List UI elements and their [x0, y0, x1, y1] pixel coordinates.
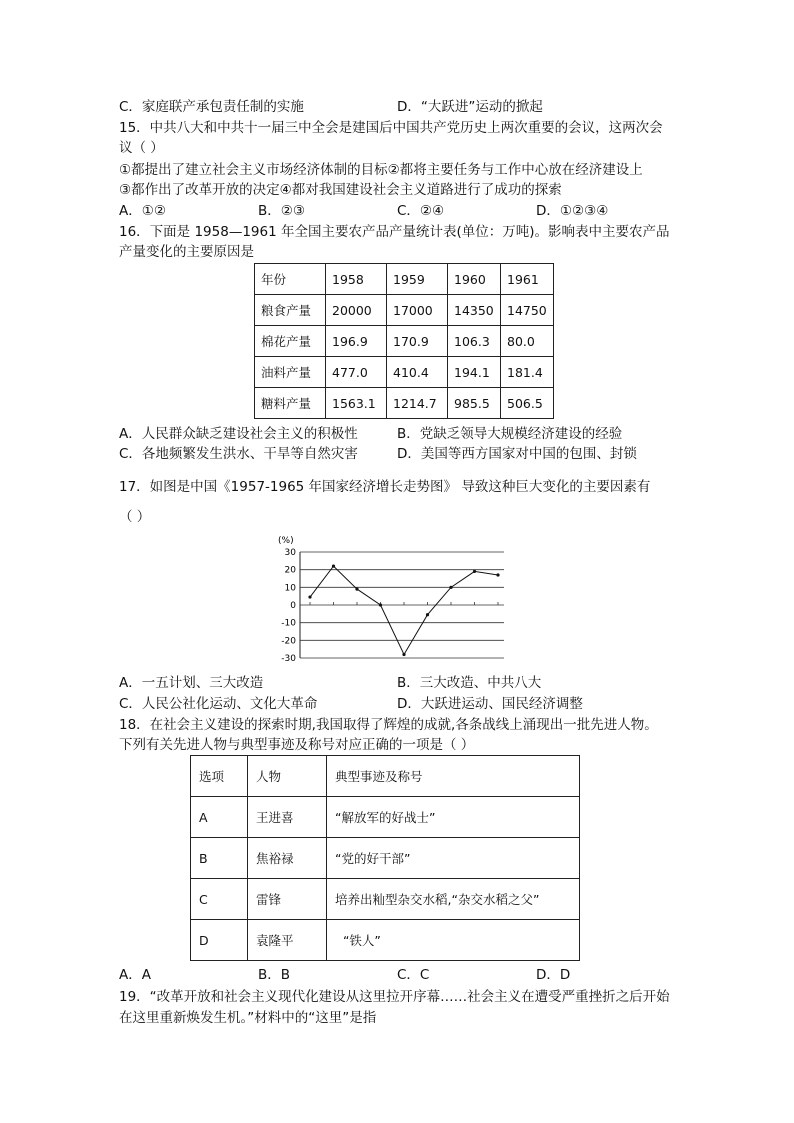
- table-cell: A: [191, 797, 248, 838]
- q15-stem-line2: 议（ ）: [119, 140, 164, 156]
- table-cell: 1563.1: [326, 388, 387, 419]
- q16-production-table: [254, 263, 554, 419]
- table-cell: 1961: [501, 264, 554, 295]
- table-row: [255, 326, 554, 357]
- table-cell: 选项: [191, 756, 248, 797]
- q14-option-d: D．“大跃进”运动的掀起: [397, 99, 543, 115]
- q17-option-d: D．大跃进运动、国民经济调整: [397, 696, 583, 712]
- growth-line-chart: [270, 534, 510, 662]
- q14-option-c: C．家庭联产承包责任制的实施: [119, 99, 304, 115]
- chart-y-tick-label: -10: [281, 618, 296, 629]
- chart-point: [308, 595, 311, 598]
- table-cell: “铁人”: [327, 920, 580, 961]
- q15-option-d: D．①②③④: [536, 203, 609, 219]
- chart-point: [473, 570, 476, 573]
- q15-statements-line2: ③都作出了改革开放的决定④都对我国建设社会主义道路进行了成功的探索: [119, 182, 562, 198]
- q16-option-d: D．美国等西方国家对中国的包围、封锁: [397, 446, 637, 462]
- table-cell: 14750: [501, 295, 554, 326]
- table-cell: 焦裕禄: [248, 838, 327, 879]
- table-cell: 170.9: [387, 326, 448, 357]
- table-cell: 14350: [448, 295, 501, 326]
- chart-y-tick-labels: [281, 548, 296, 662]
- q16-stem-line2: 产量变化的主要原因是: [119, 244, 254, 260]
- chart-series-line: [310, 566, 498, 654]
- table-cell: 477.0: [326, 357, 387, 388]
- chart-point: [496, 573, 499, 576]
- table-cell: 油料产量: [255, 357, 326, 388]
- chart-grid: [300, 552, 504, 658]
- table-cell: 培养出籼型杂交水稻,“杂交水稻之父”: [327, 879, 580, 920]
- table-cell: 194.1: [448, 357, 501, 388]
- q16-option-b: B．党缺乏领导大规模经济建设的经验: [397, 426, 623, 442]
- q15-option-a: A．①②: [119, 203, 166, 219]
- q18-stem-line1: 18．在社会主义建设的探索时期,我国取得了辉煌的成就,各条战线上涌现出一批先进人物。: [119, 717, 658, 733]
- table-cell: 典型事迹及称号: [327, 756, 580, 797]
- chart-y-tick-label: -20: [281, 636, 296, 647]
- q18-option-b: B．B: [258, 967, 291, 983]
- q16-stem-line1: 16．下面是 1958—1961 年全国主要农产品产量统计表(单位：万吨)。影响表中主要农产品: [119, 224, 670, 240]
- table-cell: 人物: [248, 756, 327, 797]
- table-cell: 糖料产量: [255, 388, 326, 419]
- table-cell: 20000: [326, 295, 387, 326]
- q16-option-c: C．各地频繁发生洪水、干旱等自然灾害: [119, 446, 358, 462]
- table-cell: 106.3: [448, 326, 501, 357]
- table-cell: 196.9: [326, 326, 387, 357]
- table-cell: 80.0: [501, 326, 554, 357]
- table-cell: 1960: [448, 264, 501, 295]
- table-cell: “党的好干部”: [327, 838, 580, 879]
- q15-statements-line1: ①都提出了建立社会主义市场经济体制的目标②都将主要任务与工作中心放在经济建设上: [119, 162, 643, 178]
- q18-figures-table: [190, 755, 580, 961]
- q15-option-b: B．②③: [258, 203, 305, 219]
- chart-point: [355, 588, 358, 591]
- chart-y-tick-label: 10: [284, 583, 296, 594]
- q15-option-c: C．②④: [397, 203, 445, 219]
- table-cell: 17000: [387, 295, 448, 326]
- q17-stem-line2: （ ）: [119, 509, 151, 525]
- chart-point: [402, 653, 405, 656]
- table-cell: 410.4: [387, 357, 448, 388]
- table-cell: 棉花产量: [255, 326, 326, 357]
- table-cell: “解放军的好战士”: [327, 797, 580, 838]
- q18-option-d: D．D: [536, 967, 571, 983]
- table-row: [191, 838, 580, 879]
- q17-option-c: C．人民公社化运动、文化大革命: [119, 696, 318, 712]
- table-row: [255, 295, 554, 326]
- q19-stem-line2: 在这里重新焕发生机。”材料中的“这里”是指: [119, 1010, 377, 1026]
- table-cell: 王进喜: [248, 797, 327, 838]
- chart-point: [379, 603, 382, 606]
- table-cell: D: [191, 920, 248, 961]
- chart-point: [426, 613, 429, 616]
- chart-y-tick-label: -30: [281, 654, 296, 662]
- q17-option-a: A．一五计划、三大改造: [119, 675, 264, 691]
- q18-option-a: A．A: [119, 967, 151, 983]
- table-row: [255, 357, 554, 388]
- chart-y-tick-label: 0: [290, 601, 296, 611]
- chart-y-tick-label: 20: [284, 565, 296, 576]
- table-cell: 1214.7: [387, 388, 448, 419]
- chart-unit-label: (%): [278, 536, 294, 546]
- table-cell: C: [191, 879, 248, 920]
- q18-option-c: C．C: [397, 967, 430, 983]
- table-cell: 1959: [387, 264, 448, 295]
- table-cell: 1958: [326, 264, 387, 295]
- chart-series: [308, 565, 499, 657]
- table-cell: 985.5: [448, 388, 501, 419]
- chart-point: [332, 565, 335, 568]
- table-cell: 181.4: [501, 357, 554, 388]
- q17-stem-line1: 17．如图是中国《1957-1965 年国家经济增长走势图》 导致这种巨大变化的主要因素有: [119, 479, 651, 495]
- table-cell: 袁隆平: [248, 920, 327, 961]
- table-cell: 雷锋: [248, 879, 327, 920]
- chart-y-tick-label: 30: [284, 548, 296, 558]
- table-row: [255, 388, 554, 419]
- q17-option-b: B．三大改造、中共八大: [397, 675, 542, 691]
- q19-stem-line1: 19．“改革开放和社会主义现代化建设从这里拉开序幕……社会主义在遭受严重挫折之后开始: [119, 989, 670, 1005]
- table-row: [191, 756, 580, 797]
- table-cell: 粮食产量: [255, 295, 326, 326]
- table-row: [191, 879, 580, 920]
- chart-point: [449, 586, 452, 589]
- table-cell: 506.5: [501, 388, 554, 419]
- table-row: [191, 797, 580, 838]
- table-cell: 年份: [255, 264, 326, 295]
- q16-option-a: A．人民群众缺乏建设社会主义的积极性: [119, 426, 358, 442]
- table-row: [255, 264, 554, 295]
- q18-stem-line2: 下列有关先进人物与典型事迹及称号对应正确的一项是（ ）: [119, 737, 475, 753]
- q15-stem-line1: 15．中共八大和中共十一届三中全会是建国后中国共产党历史上两次重要的会议，这两次会: [119, 120, 663, 136]
- table-row: [191, 920, 580, 961]
- table-cell: B: [191, 838, 248, 879]
